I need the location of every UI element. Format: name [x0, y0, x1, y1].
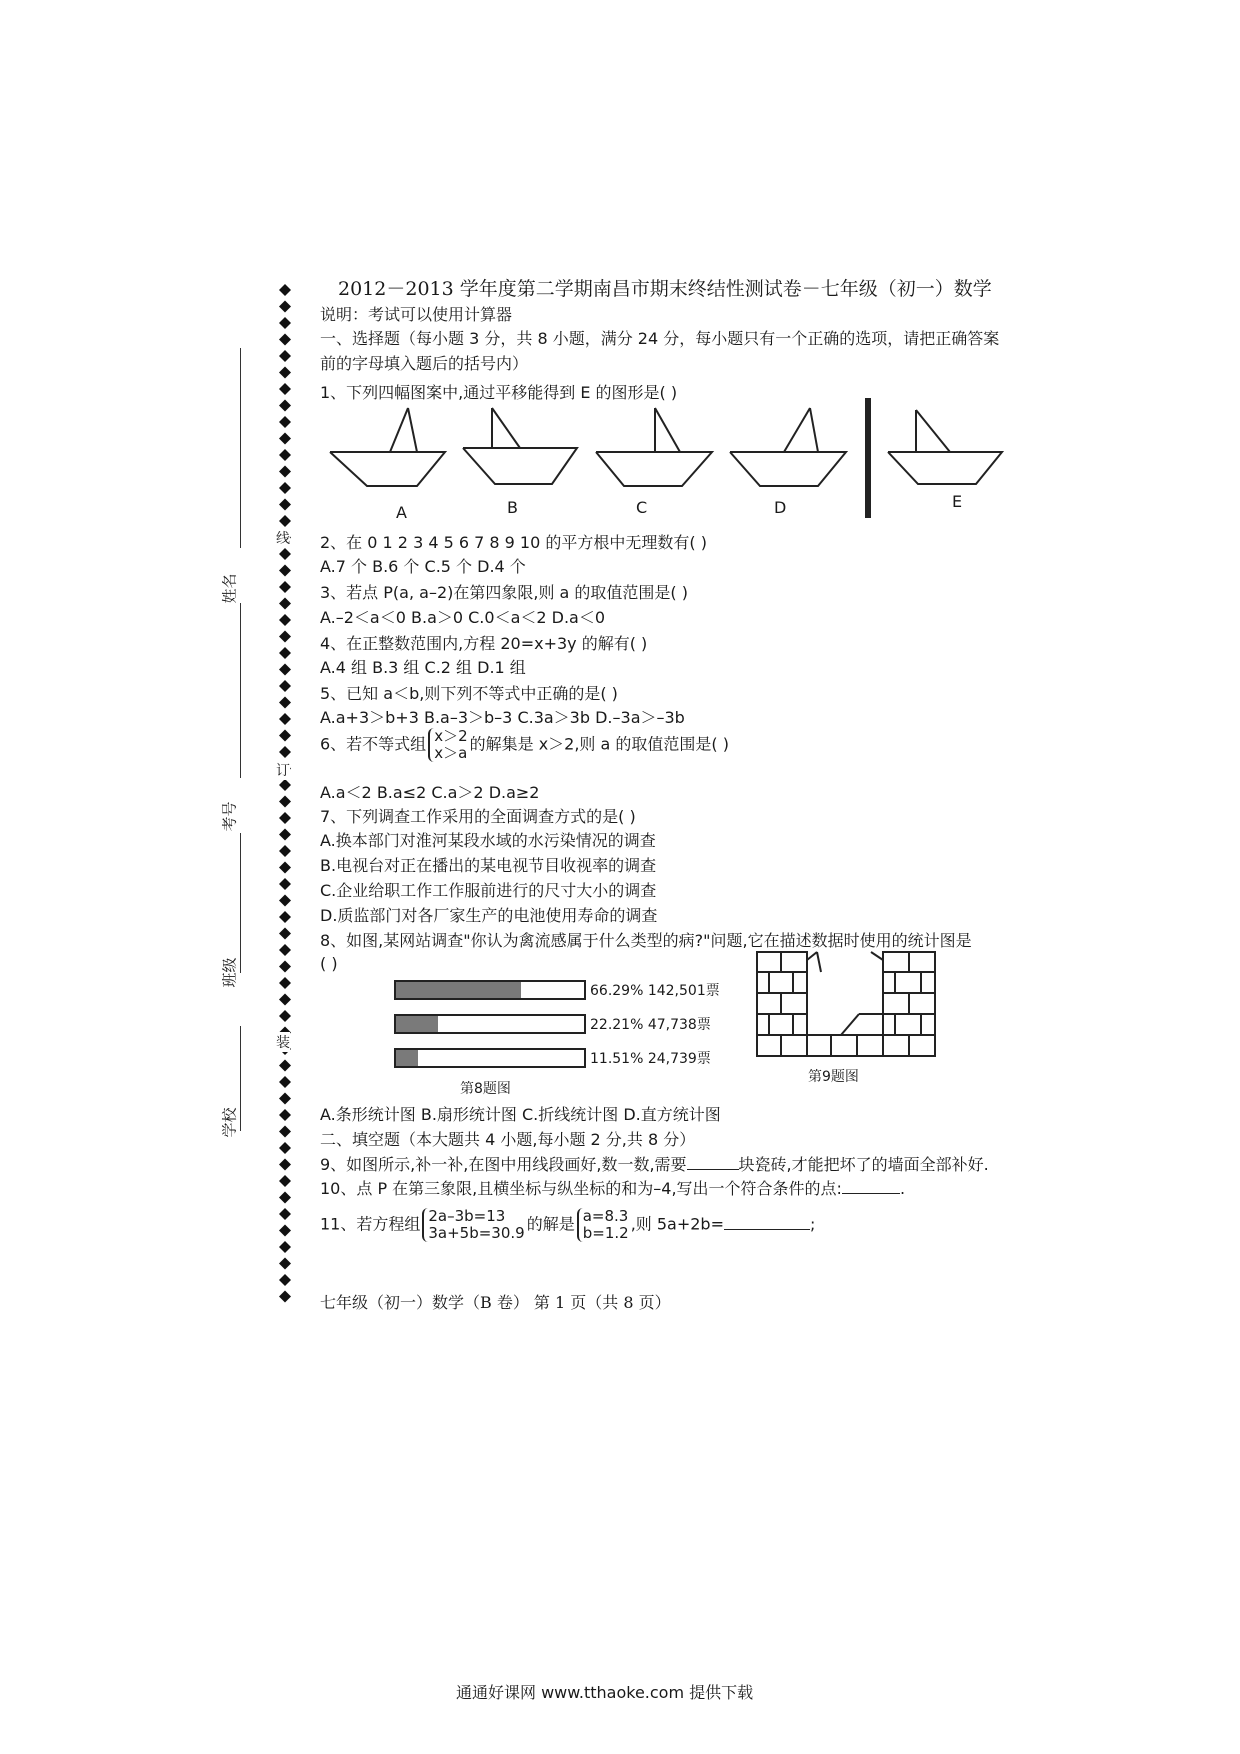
- binding-diamond: [279, 664, 291, 676]
- q7-option-b: B.电视台对正在播出的某电视节目收视率的调查: [320, 856, 657, 875]
- bar: [396, 1050, 418, 1066]
- binding-label-xian: 线: [276, 528, 290, 548]
- q10-text: [320, 1176, 905, 1199]
- q9-brick-wall: [755, 950, 937, 1058]
- q3-text: 3、若点 P(a, a–2)在第四象限,则 a 的取值范围是( ): [320, 583, 688, 602]
- q1-text: 1、下列四幅图案中,通过平移能得到 E 的图形是( ): [320, 383, 678, 402]
- q9-after: 块瓷砖,才能把坏了的墙面全部补好.: [738, 1155, 989, 1174]
- q2-options: A.7 个 B.6 个 C.5 个 D.4 个: [320, 557, 526, 576]
- q7-option-c: C.企业给职工作工作服前进行的尺寸大小的调查: [320, 881, 657, 900]
- binding-line: [270, 282, 300, 1312]
- binding-diamond: [279, 400, 291, 412]
- binding-diamond: [279, 301, 291, 313]
- binding-diamond: [279, 1010, 291, 1022]
- figure-label-b: B: [507, 498, 518, 517]
- q11-sol2: b=1.2: [582, 1224, 629, 1242]
- binding-diamond: [279, 779, 291, 791]
- binding-diamond: [279, 1093, 291, 1105]
- q4-options: A.4 组 B.3 组 C.2 组 D.1 组: [320, 658, 526, 677]
- class-label: 班级: [220, 957, 239, 988]
- binding-diamond: [279, 812, 291, 824]
- binding-diamond: [279, 1126, 291, 1138]
- binding-diamond: [279, 284, 291, 296]
- binding-label-zhuang: 装: [276, 1032, 290, 1052]
- binding-diamond: [279, 1076, 291, 1088]
- binding-diamond: [279, 895, 291, 907]
- binding-diamond: [279, 961, 291, 973]
- figure-e: [888, 410, 1002, 484]
- exam-title: 2012－2013 学年度第二学期南昌市期末终结性测试卷－七年级（初一）数学: [338, 278, 992, 300]
- q11-sys1: 2a–3b=13: [428, 1207, 506, 1225]
- q11-suffix: ,则 5a+2b=: [630, 1214, 724, 1234]
- page-footer: 七年级（初一）数学（B 卷） 第 1 页（共 8 页）: [320, 1293, 671, 1312]
- q9-text: [320, 1152, 989, 1175]
- q10-after: .: [899, 1179, 906, 1198]
- q6-system: [428, 728, 467, 762]
- binding-diamond: [279, 1241, 291, 1253]
- q9-before: 9、如图所示,补一补,在图中用线段画好,数一数,需要: [320, 1155, 687, 1174]
- q11-solution: [577, 1208, 629, 1242]
- q6-prefix: 6、若不等式组: [320, 734, 427, 754]
- binding-diamond: [279, 977, 291, 989]
- q6-sys2: x＞a: [434, 744, 468, 762]
- figure-label-c: C: [636, 498, 648, 517]
- figure-d: [730, 408, 846, 486]
- binding-diamond: [279, 1291, 291, 1303]
- q8-caption: 第8题图: [460, 1081, 511, 1097]
- school-label: 学校: [220, 1107, 239, 1138]
- binding-diamond: [279, 680, 291, 692]
- figure-label-e: E: [952, 492, 963, 511]
- name-label: 姓名: [220, 573, 239, 604]
- binding-diamond: [279, 845, 291, 857]
- section1-heading-cont: 前的字母填入题后的括号内）: [320, 354, 529, 373]
- binding-diamond: [279, 565, 291, 577]
- binding-diamond: [279, 367, 291, 379]
- figure-label-a: A: [396, 503, 407, 522]
- q8-options: A.条形统计图 B.扇形统计图 C.折线统计图 D.直方统计图: [320, 1105, 721, 1124]
- binding-diamond: [279, 598, 291, 610]
- binding-diamond: [279, 1175, 291, 1187]
- q9-blank[interactable]: [687, 1155, 739, 1170]
- binding-diamond: [279, 1208, 291, 1220]
- q2-text: 2、在 0 1 2 3 4 5 6 7 8 9 10 的平方根中无理数有( ): [320, 533, 707, 552]
- binding-diamond: [279, 796, 291, 808]
- q7-option-a: A.换本部门对淮河某段水域的水污染情况的调查: [320, 831, 656, 850]
- q5-options: A.a+3＞b+3 B.a–3＞b–3 C.3a＞3b D.–3a＞–3b: [320, 708, 685, 727]
- binding-diamond: [279, 515, 291, 527]
- binding-diamond: [279, 350, 291, 362]
- bar-value-label: 66.29% 142,501票: [590, 983, 720, 999]
- binding-diamond: [279, 449, 291, 461]
- binding-diamond: [279, 1225, 291, 1237]
- binding-diamond: [279, 383, 291, 395]
- section2-heading: 二、填空题（本大题共 4 小题,每小题 2 分,共 8 分）: [320, 1130, 696, 1149]
- binding-diamond: [279, 928, 291, 940]
- watermark-footer: 通通好课网 www.tthaoke.com 提供下载: [456, 1683, 754, 1702]
- bar: [396, 1016, 438, 1032]
- figure-a: [330, 408, 445, 486]
- exam-number-label: 考号: [220, 801, 239, 832]
- binding-diamond: [279, 994, 291, 1006]
- q11-sys2: 3a+5b=30.9: [428, 1224, 525, 1242]
- binding-diamond: [279, 317, 291, 329]
- q7-option-d: D.质监部门对各厂家生产的电池使用寿命的调查: [320, 906, 658, 925]
- binding-diamond: [279, 862, 291, 874]
- binding-diamond: [279, 416, 291, 428]
- figure-label-d: D: [774, 498, 787, 517]
- bar-track: [394, 1048, 586, 1068]
- binding-diamond: [279, 647, 291, 659]
- binding-diamond: [279, 746, 291, 758]
- binding-diamond: [279, 1159, 291, 1171]
- q11-sol1: a=8.3: [582, 1207, 629, 1225]
- q8-paren: ( ): [320, 954, 338, 973]
- q6-text: [320, 728, 729, 762]
- binding-diamond: [279, 499, 291, 511]
- section1-heading: 一、选择题（每小题 3 分，共 8 小题，满分 24 分，每小题只有一个正确的选项，请把正确答案: [320, 329, 1000, 348]
- binding-diamond: [279, 1258, 291, 1270]
- binding-diamond: [279, 433, 291, 445]
- binding-diamond: [279, 1192, 291, 1204]
- binding-diamond: [279, 482, 291, 494]
- q11-text: [320, 1208, 815, 1242]
- q9-caption: 第9题图: [808, 1069, 859, 1085]
- q4-text: 4、在正整数范围内,方程 20=x+3y 的解有( ): [320, 634, 648, 653]
- info-line: [240, 348, 241, 1228]
- binding-diamond: [279, 829, 291, 841]
- binding-diamond: [279, 631, 291, 643]
- binding-diamond: [279, 1142, 291, 1154]
- q6-suffix: 的解集是 x＞2,则 a 的取值范围是( ): [469, 734, 729, 754]
- q1-figures: [320, 398, 1040, 518]
- q8-text: 8、如图,某网站调查"你认为禽流感属于什么类型的病?"问题,它在描述数据时使用的统计图是: [320, 931, 972, 950]
- binding-diamond: [279, 548, 291, 560]
- q6-options: A.a＜2 B.a≤2 C.a＞2 D.a≥2: [320, 783, 540, 802]
- q8-bar-chart: [392, 974, 732, 1074]
- q11-system: [422, 1208, 524, 1242]
- binding-diamond: [279, 911, 291, 923]
- exam-note: 说明：考试可以使用计算器: [320, 305, 513, 324]
- q11-prefix: 11、若方程组: [320, 1214, 421, 1234]
- binding-diamond: [279, 730, 291, 742]
- bar-track: [394, 980, 586, 1000]
- figure-b: [463, 408, 577, 484]
- figure-c: [596, 408, 712, 486]
- binding-diamond: [279, 878, 291, 890]
- binding-diamond: [279, 1109, 291, 1121]
- binding-diamond: [279, 581, 291, 593]
- q11-end: ;: [810, 1214, 816, 1234]
- q11-blank[interactable]: [724, 1215, 810, 1230]
- q6-sys1: x＞2: [434, 727, 468, 745]
- q10-before: 10、点 P 在第三象限,且横坐标与纵坐标的和为–4,写出一个符合条件的点:: [320, 1179, 842, 1198]
- binding-diamond: [279, 466, 291, 478]
- binding-diamond: [279, 614, 291, 626]
- bar-value-label: 22.21% 47,738票: [590, 1017, 711, 1033]
- binding-diamond: [279, 697, 291, 709]
- q10-blank[interactable]: [842, 1179, 900, 1194]
- q3-options: A.–2＜a＜0 B.a＞0 C.0＜a＜2 D.a＜0: [320, 608, 606, 627]
- q7-text: 7、下列调查工作采用的全面调查方式的是( ): [320, 807, 636, 826]
- q11-mid: 的解是: [526, 1214, 575, 1234]
- bar-value-label: 11.51% 24,739票: [590, 1051, 711, 1067]
- q5-text: 5、已知 a＜b,则下列不等式中正确的是( ): [320, 684, 618, 703]
- binding-label-ding: 订: [276, 760, 290, 780]
- binding-diamond: [279, 1060, 291, 1072]
- bar-track: [394, 1014, 586, 1034]
- binding-diamond: [279, 944, 291, 956]
- binding-diamond: [279, 713, 291, 725]
- binding-diamond: [279, 1274, 291, 1286]
- bar: [396, 982, 521, 998]
- binding-diamond: [279, 334, 291, 346]
